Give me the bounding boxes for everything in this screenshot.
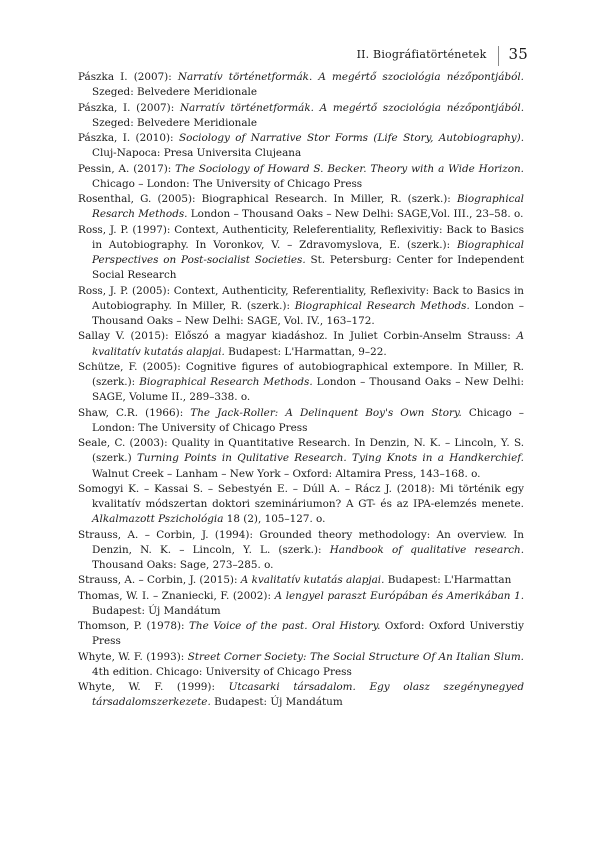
reference-text: Oxford: Oxford Universtiy Press — [92, 620, 524, 648]
reference-text: Thousand Oaks: Sage, 273–285. o. — [92, 559, 274, 571]
reference-text: Whyte, W. F. (1993): — [78, 650, 188, 663]
reference-text: Cluj-Napoca: Presa Universita Clujeana — [92, 147, 302, 160]
reference-text: Chicago – London: The University of Chicago Press — [92, 406, 524, 434]
reference-title: Alkalmazott Pszichológia — [92, 513, 224, 526]
reference-title: Biographical Research Methods. — [139, 376, 313, 388]
reference-title: A kvalitatív kutatás alapjai. — [240, 574, 385, 587]
reference-entry — [78, 360, 524, 406]
reference-entry — [78, 131, 524, 162]
reference-text: Rosenthal, G. (2005): Biographical Research. In Miller, R. (szerk.): — [78, 193, 457, 205]
reference-title: Handbook of qualitative research. — [329, 543, 525, 556]
reference-text: London – Thousand Oaks – New Delhi: SAGE, Volume II., 289–338. o. — [92, 376, 525, 404]
reference-text: London – Thousand Oaks – New Delhi: SAGE, Vol. IV., 163–172. — [92, 299, 525, 327]
reference-entry — [78, 329, 524, 360]
reference-text: Budapest: L'Harmattan, 9–22. — [224, 345, 387, 358]
reference-entry — [78, 284, 524, 330]
reference-text: 18 (2), 105–127. o. — [223, 513, 326, 526]
reference-text: Pászka, I. (2010): — [78, 132, 179, 144]
reference-text: Pessin, A. (2017): — [78, 162, 176, 175]
reference-text: Strauss, A. – Corbin, J. (2015): — [78, 574, 241, 587]
page-number: 35 — [508, 45, 528, 63]
reference-text: Ross, J. P. (1997): Context, Authenticity, Releferentiality, Reflexivitiy: Back to Basics in Autobiography. In Voronkov, V. – Zdravomyslova, E. (szerk.): — [78, 223, 524, 251]
reference-entry — [78, 192, 524, 223]
reference-text: Sallay V. (2015): Előszó a magyar kiadáshoz. In Juliet Corbin-Anselm Strauss: — [78, 330, 517, 343]
reference-entry — [78, 162, 524, 193]
reference-text: Somogyi K. – Kassai S. – Sebestyén E. – Dúll A. – Rácz J. (2018): Mi történik egy kvalitatív módszertan doktori szemináriumon? A GT- és az IPA-elemzés menete. — [78, 482, 524, 510]
reference-text: Szeged: Belvedere Meridionale — [92, 116, 258, 129]
reference-title: Street Corner Society: The Social Structure Of An Italian Slum. — [187, 650, 524, 663]
reference-text: Thomas, W. I. – Znaniecki, F. (2002): — [78, 589, 275, 602]
reference-text: Ross, J. P. (2005): Context, Authenticity, Referentiality, Reflexivity: Back to Basics in Autobiography. In Miller, R. (szerk.): — [78, 284, 524, 312]
reference-entry — [78, 482, 524, 528]
reference-title: A kvalitatív kutatás alapjai. — [92, 330, 524, 358]
reference-entry — [78, 223, 524, 284]
reference-text: Schütze, F. (2005): Cognitive figures of autobiographical extempore. In Miller, R. (szerk.): — [78, 360, 524, 388]
running-header — [357, 42, 528, 66]
reference-text: St. Petersburg: Center for Independent Social Research — [92, 254, 525, 282]
reference-entry — [78, 650, 524, 681]
reference-title: The Sociology of Howard S. Becker. Theory with a Wide Horizon. — [175, 162, 524, 175]
reference-title: Narratív történetformák. A megértő szociológia nézőpontjából. — [179, 101, 525, 114]
reference-title: Biographical Resarch Methods. — [92, 193, 524, 221]
reference-text: Budapest: Új Mandátum — [210, 696, 343, 709]
reference-entry — [78, 101, 524, 132]
reference-title: Sociology of Narrative Stor Forms (Life Story, Autobiography). — [178, 132, 525, 144]
reference-text: London – Thousand Oaks – New Delhi: SAGE,Vol. III., 23–58. o. — [187, 208, 524, 221]
reference-text: Chicago – London: The University of Chicago Press — [92, 177, 363, 190]
reference-text: Thomson, P. (1978): — [78, 620, 189, 632]
reference-text: Walnut Creek – Lanham – New York – Oxford: Altamira Press, 143–168. o. — [92, 467, 481, 480]
reference-list — [78, 70, 524, 711]
chapter-title: II. Biográfiatörténetek — [356, 47, 487, 61]
reference-text: Seale, C. (2003): Quality in Quantitative Research. In Denzin, N. K. – Lincoln, Y. S. (szerk.) — [78, 437, 524, 465]
reference-text: Pászka I. (2007): — [78, 71, 178, 83]
reference-entry — [78, 573, 524, 588]
reference-entry — [78, 528, 524, 574]
reference-entry — [78, 619, 524, 650]
reference-text: Szeged: Belvedere Meridionale — [92, 86, 258, 99]
reference-title: A lengyel paraszt Európában és Amerikában 1. — [274, 589, 525, 602]
reference-title: Biographical Perspectives on Post-socialist Societies. — [92, 238, 524, 266]
reference-title: Narratív történetformák. A megértő szociológia nézőpontjából. — [177, 71, 524, 83]
reference-entry — [78, 680, 524, 711]
reference-text: Strauss, A. – Corbin, J. (1994): Grounded theory methodology: An overview. In Denzin, N. K. – Lincoln, Y. L. (szerk.): — [78, 528, 524, 556]
reference-text: Budapest: L'Harmattan — [384, 574, 512, 587]
reference-text: Shaw, C.R. (1966): — [78, 406, 191, 419]
reference-text: 4th edition. Chicago: University of Chicago Press — [92, 665, 352, 678]
reference-entry — [78, 406, 524, 437]
reference-title: Biographical Research Methods. — [294, 299, 470, 312]
reference-title: Turning Points in Qulitative Research. Tying Knots in a Handkerchief. — [136, 452, 524, 465]
reference-title: The Voice of the past. Oral History. — [188, 620, 381, 632]
reference-title: Utcasarki társadalom. Egy olasz szegénynegyed társadalomszerkezete. — [92, 681, 524, 709]
reference-text: Budapest: Új Mandátum — [92, 604, 221, 617]
reference-title: The Jack-Roller: A Delinquent Boy's Own Story. — [190, 406, 462, 419]
reference-text: Whyte, W. F. (1999): — [78, 681, 229, 693]
reference-entry — [78, 70, 524, 101]
reference-entry — [78, 589, 524, 620]
reference-entry — [78, 436, 524, 482]
reference-text: Pászka, I. (2007): — [78, 101, 180, 114]
